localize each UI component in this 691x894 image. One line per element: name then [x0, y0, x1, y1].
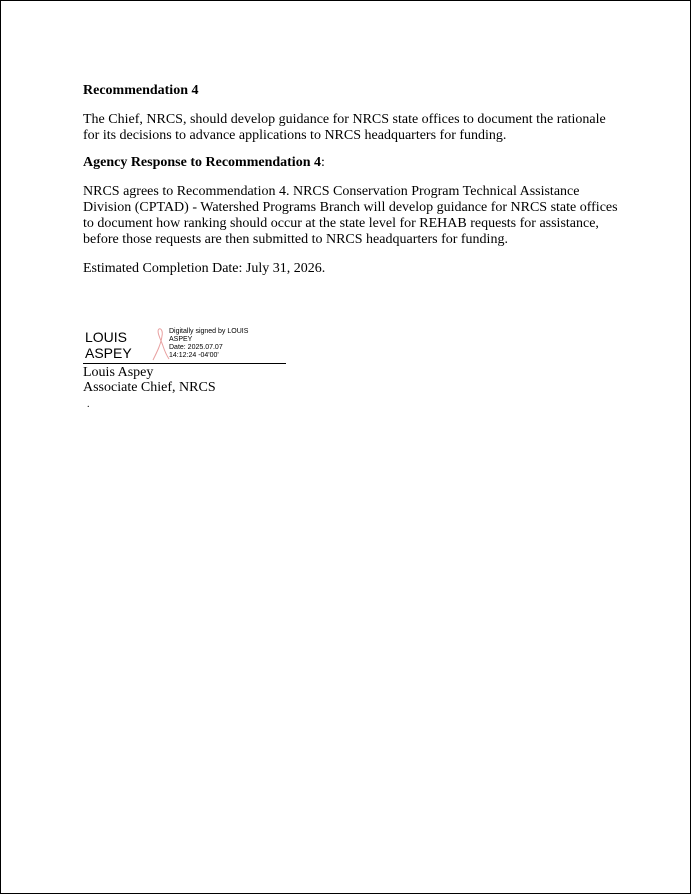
recommendation-text: The Chief, NRCS, should develop guidance for NRCS state offices to document the rationale for its decisions to advance applications to NRCS headquarters for funding.: [83, 112, 606, 143]
signer-name: Louis Aspey: [83, 365, 154, 380]
response-heading-colon: :: [320, 155, 325, 170]
signature-detail-line: Digitally signed by LOUIS: [169, 328, 249, 335]
response-heading-text: Agency Response to Recommendation 4: [83, 155, 321, 170]
signature-date: Date: 2025.07.07: [169, 344, 223, 351]
signature-line: [83, 363, 286, 364]
recommendation-heading: Recommendation 4: [83, 83, 199, 98]
document-body: [83, 83, 623, 277]
signature-name: [85, 329, 132, 361]
completion-date: Estimated Completion Date: July 31, 2026.: [83, 261, 326, 276]
signature-swoosh-icon: [147, 326, 171, 362]
signature-first-name: LOUIS: [85, 329, 128, 345]
response-heading: [83, 155, 623, 171]
stray-mark: .: [87, 399, 90, 410]
response-text: NRCS agrees to Recommendation 4. NRCS Conservation Program Technical Assistance Division (CPTAD) - Watershed Programs Branch will develop guidance for NRCS state offices to document how ranking should occur at the state level for REHAB requests for assistance, before those requests are then submitted to NRCS headquarters for funding.: [83, 184, 618, 247]
signer-block: [83, 365, 216, 395]
signature-detail-line: ASPEY: [169, 336, 193, 343]
signature-last-name: ASPEY: [85, 345, 132, 361]
signature-details: [169, 328, 248, 360]
signer-title: Associate Chief, NRCS: [83, 380, 216, 395]
signature-time: 14:12:24 -04'00': [169, 352, 219, 359]
